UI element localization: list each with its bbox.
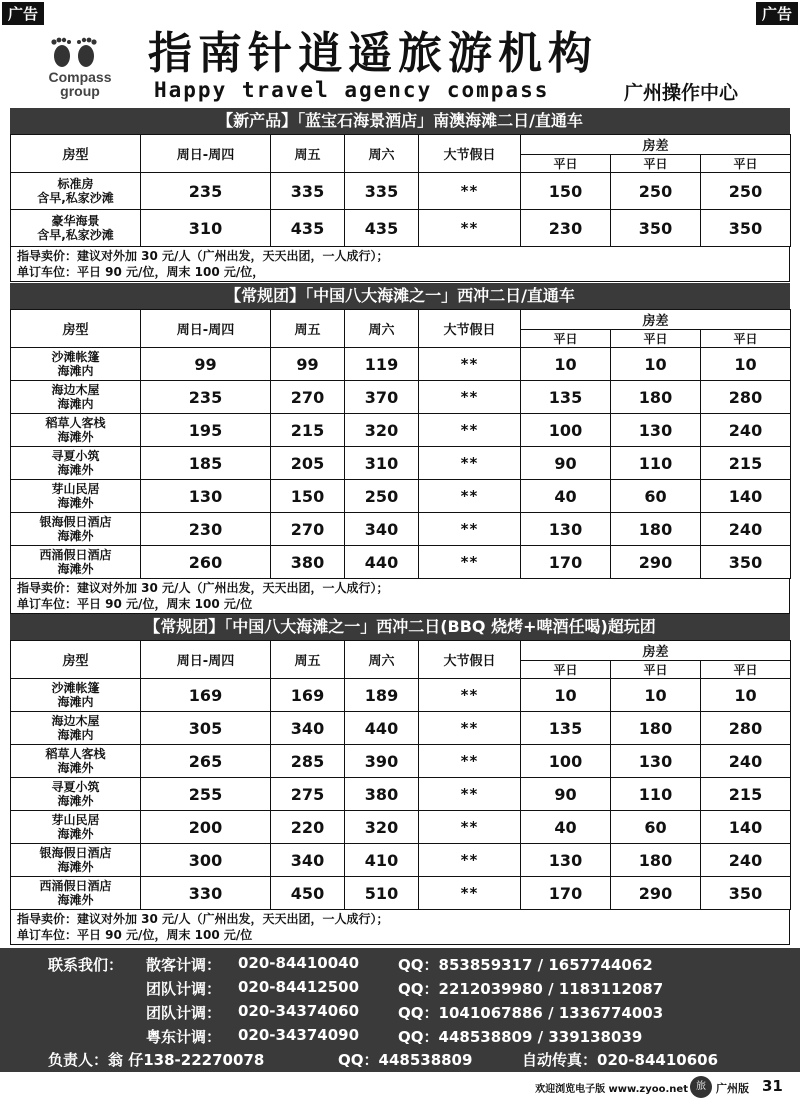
price-friday: 275 <box>271 778 345 811</box>
contact-row <box>0 954 800 978</box>
room-name: 芽山民居 <box>51 813 100 827</box>
price-friday: 169 <box>271 679 345 712</box>
auto-fax: 自动传真：020-84410606 <box>522 1051 719 1069</box>
price-section <box>10 108 790 282</box>
header-weekday: 平日 <box>701 155 791 173</box>
room-diff-value: 240 <box>701 414 791 447</box>
price-sun-thu: 255 <box>141 778 271 811</box>
room-location: 含早,私家沙滩 <box>37 228 114 242</box>
contact-dept: 散客计调： <box>146 956 222 974</box>
room-diff-value: 180 <box>611 381 701 414</box>
contact-qq: QQ：448538809 / 339138039 <box>398 1028 643 1046</box>
price-saturday: 320 <box>345 414 419 447</box>
room-diff-value: 215 <box>701 778 791 811</box>
room-diff-value: 130 <box>611 414 701 447</box>
table-row <box>11 844 791 877</box>
header-holiday: 大节假日 <box>419 641 521 679</box>
table-row <box>11 513 791 546</box>
header-weekday: 平日 <box>611 661 701 679</box>
contact-phone: 020-34374090 <box>238 1026 360 1044</box>
price-holiday: ** <box>419 778 521 811</box>
room-name: 银海假日酒店 <box>39 846 112 860</box>
header-weekday: 平日 <box>701 661 791 679</box>
price-holiday: ** <box>419 546 521 579</box>
table-row <box>11 348 791 381</box>
price-friday: 205 <box>271 447 345 480</box>
header-sun-thu: 周日-周四 <box>141 310 271 348</box>
room-name: 稻草人客栈 <box>45 747 106 761</box>
room-diff-value: 10 <box>701 348 791 381</box>
contact-dept: 粤东计调： <box>146 1028 222 1046</box>
price-sun-thu: 265 <box>141 745 271 778</box>
table-row <box>11 173 791 210</box>
price-holiday: ** <box>419 348 521 381</box>
room-diff-value: 10 <box>611 679 701 712</box>
room-location: 海滩内 <box>57 364 94 378</box>
price-saturday: 250 <box>345 480 419 513</box>
room-location: 海滩外 <box>57 430 94 444</box>
room-location: 海滩外 <box>57 496 94 510</box>
contact-row <box>0 1026 800 1050</box>
price-sun-thu: 235 <box>141 381 271 414</box>
price-table <box>10 640 791 910</box>
contact-phone: 020-34374060 <box>238 1002 360 1020</box>
room-location: 海滩外 <box>57 893 94 907</box>
contact-dept: 团队计调： <box>146 980 222 998</box>
price-friday: 285 <box>271 745 345 778</box>
room-diff-value: 10 <box>701 679 791 712</box>
price-sun-thu: 130 <box>141 480 271 513</box>
room-diff-value: 240 <box>701 745 791 778</box>
price-saturday: 119 <box>345 348 419 381</box>
operation-center: 广州操作中心 <box>624 82 739 104</box>
price-friday: 99 <box>271 348 345 381</box>
contact-panel <box>0 948 800 1072</box>
seat-price-note: 单订车位：平日 90 元/位，周末 100 元/位 <box>17 597 253 611</box>
room-name: 沙滩帐篷 <box>51 350 100 364</box>
footprints-icon <box>44 36 104 68</box>
price-saturday: 370 <box>345 381 419 414</box>
price-saturday: 440 <box>345 546 419 579</box>
room-name: 标准房 <box>57 177 94 191</box>
contact-phone: 020-84412500 <box>238 978 360 996</box>
price-saturday: 320 <box>345 811 419 844</box>
table-row <box>11 447 791 480</box>
price-sun-thu: 99 <box>141 348 271 381</box>
header-weekday: 平日 <box>521 330 611 348</box>
room-diff-value: 150 <box>521 173 611 210</box>
brand-name-en: Happy travel agency compass <box>154 78 550 102</box>
header-weekday: 平日 <box>611 155 701 173</box>
room-diff-value: 350 <box>701 877 791 910</box>
room-diff-value: 350 <box>701 210 791 247</box>
section-title: 【常规团】「中国八大海滩之一」西冲二日/直通车 <box>10 283 790 309</box>
price-holiday: ** <box>419 480 521 513</box>
room-name-cell <box>11 414 141 447</box>
room-diff-value: 40 <box>521 811 611 844</box>
room-diff-value: 135 <box>521 381 611 414</box>
price-saturday: 410 <box>345 844 419 877</box>
header-friday: 周五 <box>271 135 345 173</box>
section-title: 【常规团】「中国八大海滩之一」西冲二日(BBQ 烧烤+啤酒任喝)超玩团 <box>10 614 790 640</box>
price-holiday: ** <box>419 811 521 844</box>
room-diff-value: 60 <box>611 480 701 513</box>
price-holiday: ** <box>419 210 521 247</box>
page-number: 31 <box>762 1077 783 1095</box>
price-section <box>10 283 790 614</box>
room-diff-value: 90 <box>521 778 611 811</box>
room-name-cell <box>11 844 141 877</box>
footer <box>0 1074 800 1100</box>
room-name-cell <box>11 712 141 745</box>
room-diff-value: 130 <box>521 844 611 877</box>
manager-qq: QQ：448538809 <box>338 1051 473 1069</box>
section-notes <box>10 579 790 614</box>
section-title: 【新产品】「蓝宝石海景酒店」南澳海滩二日/直通车 <box>10 108 790 134</box>
guide-price-note: 指导卖价：建议对外加 30 元/人（广州出发，天天出团，一人成行）； <box>17 249 389 263</box>
price-saturday: 435 <box>345 210 419 247</box>
table-row <box>11 546 791 579</box>
header-weekday: 平日 <box>701 330 791 348</box>
price-holiday: ** <box>419 844 521 877</box>
seat-price-note: 单订车位：平日 90 元/位，周末 100 元/位 <box>17 928 253 942</box>
manager-phone: 负责人：翁 仔138-22270078 <box>48 1051 265 1069</box>
room-diff-value: 350 <box>611 210 701 247</box>
room-name: 西涌假日酒店 <box>39 548 112 562</box>
table-row <box>11 381 791 414</box>
room-name-cell <box>11 811 141 844</box>
room-diff-value: 90 <box>521 447 611 480</box>
price-saturday: 390 <box>345 745 419 778</box>
room-location: 海滩外 <box>57 463 94 477</box>
header-saturday: 周六 <box>345 641 419 679</box>
room-diff-value: 60 <box>611 811 701 844</box>
price-saturday: 440 <box>345 712 419 745</box>
price-friday: 450 <box>271 877 345 910</box>
price-saturday: 310 <box>345 447 419 480</box>
price-holiday: ** <box>419 513 521 546</box>
room-diff-value: 250 <box>611 173 701 210</box>
price-friday: 215 <box>271 414 345 447</box>
header-room-diff: 房差 <box>521 135 791 155</box>
price-friday: 340 <box>271 712 345 745</box>
price-holiday: ** <box>419 414 521 447</box>
logo-text-group: group <box>60 83 100 99</box>
room-name: 西涌假日酒店 <box>39 879 112 893</box>
contact-phone: 020-84410040 <box>238 954 360 972</box>
compass-logo <box>30 36 120 102</box>
room-diff-value: 110 <box>611 447 701 480</box>
room-diff-value: 280 <box>701 712 791 745</box>
price-saturday: 189 <box>345 679 419 712</box>
room-name-cell <box>11 447 141 480</box>
price-friday: 270 <box>271 513 345 546</box>
table-row <box>11 745 791 778</box>
room-name: 豪华海景 <box>51 214 100 228</box>
table-row <box>11 778 791 811</box>
room-location: 海滩外 <box>57 761 94 775</box>
price-sun-thu: 260 <box>141 546 271 579</box>
table-row <box>11 811 791 844</box>
header-friday: 周五 <box>271 310 345 348</box>
room-location: 海滩外 <box>57 562 94 576</box>
ad-label-left: 广告 <box>2 2 44 25</box>
room-diff-value: 10 <box>611 348 701 381</box>
header-holiday: 大节假日 <box>419 310 521 348</box>
price-sun-thu: 300 <box>141 844 271 877</box>
room-name: 海边木屋 <box>51 714 100 728</box>
contact-row <box>0 978 800 1002</box>
room-name: 银海假日酒店 <box>39 515 112 529</box>
price-holiday: ** <box>419 173 521 210</box>
room-location: 含早,私家沙滩 <box>37 191 114 205</box>
price-saturday: 340 <box>345 513 419 546</box>
price-friday: 270 <box>271 381 345 414</box>
contact-qq: QQ：2212039980 / 1183112087 <box>398 980 664 998</box>
room-diff-value: 10 <box>521 679 611 712</box>
room-location: 海滩内 <box>57 728 94 742</box>
room-location: 海滩外 <box>57 827 94 841</box>
room-name-cell <box>11 513 141 546</box>
room-diff-value: 100 <box>521 414 611 447</box>
room-diff-value: 130 <box>521 513 611 546</box>
table-row <box>11 210 791 247</box>
contact-qq: QQ：853859317 / 1657744062 <box>398 956 653 974</box>
room-location: 海滩外 <box>57 529 94 543</box>
room-name-cell <box>11 210 141 247</box>
edition-badge-icon: 旅 <box>690 1076 712 1098</box>
price-section <box>10 614 790 945</box>
contact-row-manager <box>0 1049 800 1073</box>
table-row <box>11 414 791 447</box>
price-holiday: ** <box>419 447 521 480</box>
price-friday: 150 <box>271 480 345 513</box>
header-room-type: 房型 <box>11 310 141 348</box>
header-holiday: 大节假日 <box>419 135 521 173</box>
header-sun-thu: 周日-周四 <box>141 641 271 679</box>
room-location: 海滩外 <box>57 794 94 808</box>
ad-label-right: 广告 <box>756 2 798 25</box>
table-row <box>11 480 791 513</box>
contact-dept: 团队计调： <box>146 1004 222 1022</box>
room-diff-value: 180 <box>611 513 701 546</box>
header-friday: 周五 <box>271 641 345 679</box>
room-diff-value: 100 <box>521 745 611 778</box>
price-holiday: ** <box>419 712 521 745</box>
room-location: 海滩内 <box>57 397 94 411</box>
header-sun-thu: 周日-周四 <box>141 135 271 173</box>
room-diff-value: 170 <box>521 546 611 579</box>
guide-price-note: 指导卖价：建议对外加 30 元/人（广州出发，天天出团，一人成行）； <box>17 581 389 595</box>
price-sun-thu: 330 <box>141 877 271 910</box>
price-sun-thu: 200 <box>141 811 271 844</box>
price-friday: 435 <box>271 210 345 247</box>
price-sun-thu: 305 <box>141 712 271 745</box>
room-diff-value: 10 <box>521 348 611 381</box>
header-room-diff: 房差 <box>521 641 791 661</box>
header-saturday: 周六 <box>345 310 419 348</box>
room-name: 寻夏小筑 <box>51 449 100 463</box>
room-diff-value: 250 <box>701 173 791 210</box>
room-location: 海滩外 <box>57 860 94 874</box>
room-name: 稻草人客栈 <box>45 416 106 430</box>
room-diff-value: 135 <box>521 712 611 745</box>
price-table <box>10 309 791 579</box>
header-room-type: 房型 <box>11 641 141 679</box>
header-weekday: 平日 <box>521 155 611 173</box>
room-diff-value: 350 <box>701 546 791 579</box>
room-diff-value: 230 <box>521 210 611 247</box>
room-diff-value: 110 <box>611 778 701 811</box>
header-saturday: 周六 <box>345 135 419 173</box>
price-sun-thu: 310 <box>141 210 271 247</box>
room-diff-value: 240 <box>701 844 791 877</box>
room-diff-value: 140 <box>701 480 791 513</box>
room-name-cell <box>11 877 141 910</box>
room-name-cell <box>11 480 141 513</box>
price-friday: 335 <box>271 173 345 210</box>
room-name-cell <box>11 348 141 381</box>
table-row <box>11 877 791 910</box>
room-name-cell <box>11 546 141 579</box>
room-diff-value: 130 <box>611 745 701 778</box>
header-weekday: 平日 <box>611 330 701 348</box>
room-name-cell <box>11 679 141 712</box>
contact-label: 联系我们： <box>48 956 124 974</box>
room-diff-value: 290 <box>611 877 701 910</box>
room-name-cell <box>11 173 141 210</box>
room-diff-value: 180 <box>611 844 701 877</box>
price-holiday: ** <box>419 745 521 778</box>
table-row <box>11 679 791 712</box>
price-saturday: 510 <box>345 877 419 910</box>
price-friday: 380 <box>271 546 345 579</box>
brand-name-cn: 指南针逍遥旅游机构 <box>148 28 598 79</box>
room-name-cell <box>11 381 141 414</box>
room-diff-value: 140 <box>701 811 791 844</box>
price-saturday: 335 <box>345 173 419 210</box>
price-sun-thu: 230 <box>141 513 271 546</box>
room-name: 寻夏小筑 <box>51 780 100 794</box>
price-friday: 220 <box>271 811 345 844</box>
contact-row <box>0 1002 800 1026</box>
room-name-cell <box>11 778 141 811</box>
room-diff-value: 280 <box>701 381 791 414</box>
price-holiday: ** <box>419 679 521 712</box>
price-sun-thu: 185 <box>141 447 271 480</box>
price-holiday: ** <box>419 877 521 910</box>
header-room-diff: 房差 <box>521 310 791 330</box>
room-name-cell <box>11 745 141 778</box>
price-friday: 340 <box>271 844 345 877</box>
header-room-type: 房型 <box>11 135 141 173</box>
room-location: 海滩内 <box>57 695 94 709</box>
price-table <box>10 134 791 247</box>
footer-website: 欢迎浏览电子版 www.zyoo.net <box>535 1084 688 1095</box>
seat-price-note: 单订车位：平日 90 元/位，周末 100 元/位， <box>17 265 265 279</box>
contact-qq: QQ：1041067886 / 1336774003 <box>398 1004 664 1022</box>
header <box>0 18 800 104</box>
section-notes <box>10 247 790 282</box>
logo-text-compass: Compass <box>48 69 112 85</box>
section-notes <box>10 910 790 945</box>
room-name: 芽山民居 <box>51 482 100 496</box>
price-sun-thu: 235 <box>141 173 271 210</box>
price-saturday: 380 <box>345 778 419 811</box>
room-diff-value: 180 <box>611 712 701 745</box>
price-holiday: ** <box>419 381 521 414</box>
room-name: 沙滩帐篷 <box>51 681 100 695</box>
header-weekday: 平日 <box>521 661 611 679</box>
room-diff-value: 240 <box>701 513 791 546</box>
price-sun-thu: 169 <box>141 679 271 712</box>
room-diff-value: 40 <box>521 480 611 513</box>
room-diff-value: 215 <box>701 447 791 480</box>
price-sun-thu: 195 <box>141 414 271 447</box>
room-name: 海边木屋 <box>51 383 100 397</box>
guide-price-note: 指导卖价：建议对外加 30 元/人（广州出发，天天出团，一人成行）； <box>17 912 389 926</box>
room-diff-value: 170 <box>521 877 611 910</box>
edition-label: 广州版 <box>716 1082 749 1095</box>
room-diff-value: 290 <box>611 546 701 579</box>
table-row <box>11 712 791 745</box>
